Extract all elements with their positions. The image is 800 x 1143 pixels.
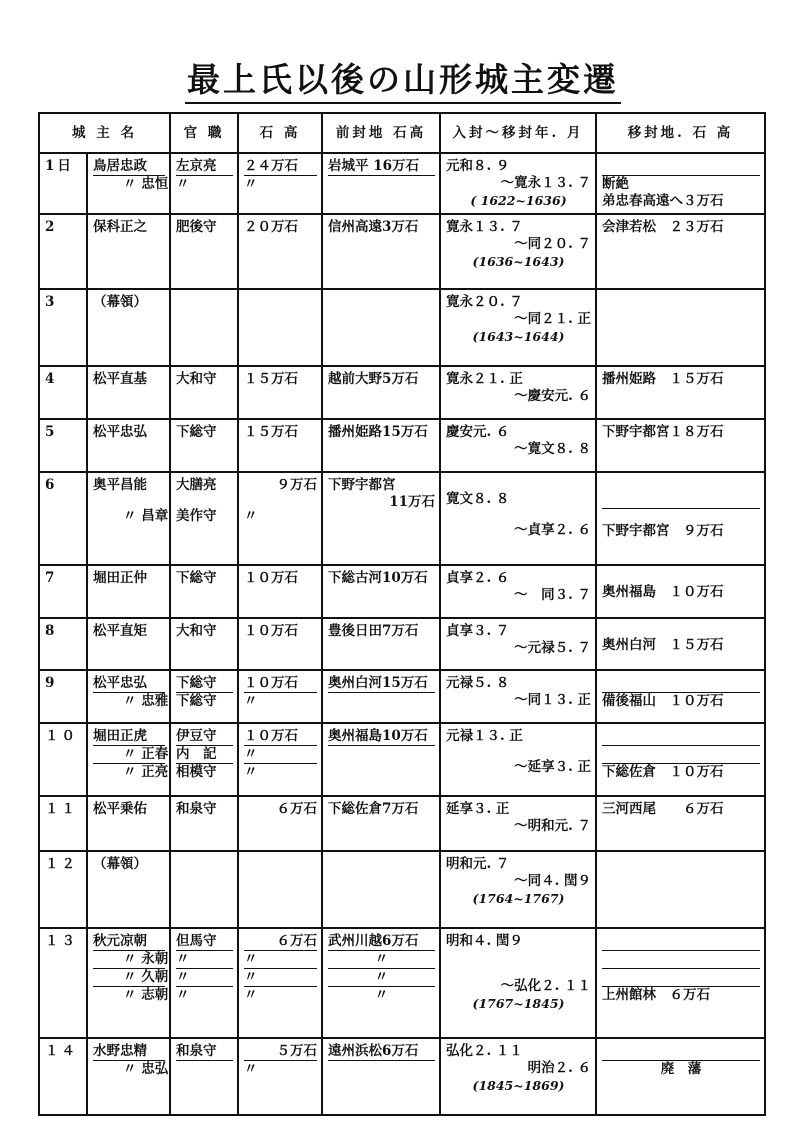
- next-domain: 廃 藩: [660, 1060, 702, 1077]
- stipend: ５万石: [244, 1043, 317, 1061]
- prev-domain-cell: [322, 851, 440, 928]
- lord-cell: [87, 796, 170, 851]
- stipend: 〃: [244, 746, 317, 764]
- tenure-cell: [440, 928, 596, 1038]
- tenure-end: 〜同２１. 正: [514, 310, 591, 327]
- stipend: 〃: [244, 693, 258, 710]
- tenure-end: 〜同１３. 正: [514, 692, 591, 709]
- blank-line: [602, 969, 760, 987]
- blank-line: [602, 728, 760, 746]
- stipend-cell: [238, 851, 322, 928]
- tenure-years: (1845~1869): [472, 1077, 565, 1093]
- prev-domain-cell: [322, 289, 440, 366]
- tenure-cell: [440, 723, 596, 796]
- lord-cell: [87, 928, 170, 1038]
- tenure-start: 元禄１３. 正: [446, 728, 523, 745]
- tenure-end: 〜貞享２. ６: [514, 521, 591, 538]
- next-domain: 会津若松 ２３万石: [602, 218, 724, 235]
- prev-domain-cell: [322, 928, 440, 1038]
- lord-cell: [87, 472, 170, 565]
- tenure-cell: [440, 153, 596, 214]
- prev-domain: 下総古河10万石: [328, 569, 428, 586]
- next-domain-cell: [596, 723, 765, 796]
- lord-name: 〃 忠弘: [123, 1060, 169, 1077]
- next-domain: 下総佐倉 １０万石: [602, 764, 724, 781]
- lord-name: 松平乗佑: [93, 801, 147, 818]
- stipend: １０万石: [244, 728, 317, 746]
- table-row: [39, 214, 765, 289]
- prev-domain-cell: [322, 366, 440, 419]
- tenure-years: (1764~1767): [472, 891, 565, 907]
- office: 〃: [176, 951, 233, 969]
- tenure-cell: [440, 289, 596, 366]
- next-domain-cell: [596, 928, 765, 1038]
- tenure-end: 〜元禄５. ７: [514, 639, 591, 656]
- lord-cell: [87, 670, 170, 723]
- office-cell: [170, 851, 238, 928]
- row-number: 6: [39, 472, 87, 565]
- lord-name: 鳥居忠政: [93, 158, 165, 176]
- prev-domain: 越前大野5万石: [328, 371, 419, 388]
- tenure-cell: [440, 618, 596, 671]
- stipend-cell: [238, 670, 322, 723]
- next-domain: 断絶: [602, 176, 629, 192]
- tenure-start: 貞享３. ７: [446, 622, 510, 639]
- next-domain: 下野宇都宮１８万石: [602, 423, 724, 440]
- table-row: [39, 618, 765, 671]
- office: 〃: [176, 969, 233, 987]
- lord-cell: [87, 289, 170, 366]
- prev-domain: 信州高遠3万石: [328, 218, 419, 235]
- table-row: [39, 670, 765, 723]
- lord-name: 〃 正春: [93, 746, 165, 764]
- stipend: 〃: [244, 507, 258, 524]
- office: 〃: [176, 987, 190, 1004]
- tenure-cell: [440, 472, 596, 565]
- header-prev-domain: 前封地 石高: [322, 113, 440, 153]
- row-number: 7: [39, 565, 87, 618]
- office: 下総守: [176, 569, 217, 586]
- tenure-end: 〜明和元. ７: [514, 818, 591, 835]
- blank-line: [602, 933, 760, 951]
- stipend: ６万石: [244, 933, 317, 951]
- next-domain-cell: [596, 851, 765, 928]
- next-domain-cell: [596, 366, 765, 419]
- header-tenure: 入封〜移封年. 月: [440, 113, 596, 153]
- table-row: [39, 472, 765, 565]
- stipend: 〃: [244, 969, 317, 987]
- blank-line: [602, 1043, 760, 1061]
- tenure-start: 元和８. ９: [446, 158, 510, 174]
- lord-name: 〃 久朝: [93, 969, 165, 987]
- tenure-start: 明和４. 閏９: [446, 933, 523, 950]
- next-domain: 奥州福島 １０万石: [602, 583, 724, 600]
- office: 下総守: [176, 693, 217, 710]
- tenure-start: 寛永２１. 正: [446, 371, 523, 388]
- next-domain-cell: [596, 1038, 765, 1115]
- lord-cell: [87, 851, 170, 928]
- header-office: 官 職: [170, 113, 238, 153]
- office: 大和守: [176, 622, 217, 639]
- next-domain: 播州姫路 １５万石: [602, 371, 724, 388]
- stipend-cell: [238, 796, 322, 851]
- office: 下総守: [176, 423, 217, 440]
- next-domain: 備後福山 １０万石: [602, 693, 724, 710]
- next-domain-cell: [596, 796, 765, 851]
- stipend: 〃: [244, 987, 258, 1004]
- office-cell: [170, 928, 238, 1038]
- table-row: [39, 928, 765, 1038]
- prev-domain: 豊後日田7万石: [328, 622, 419, 639]
- next-domain-cell: [596, 670, 765, 723]
- office-cell: [170, 289, 238, 366]
- lord-name: 〃 正亮: [123, 764, 169, 781]
- office-cell: [170, 153, 238, 214]
- lord-name: 〃 志朝: [123, 987, 169, 1004]
- stipend-cell: [238, 214, 322, 289]
- tenure-start: 慶安元. ６: [446, 423, 510, 440]
- office-cell: [170, 618, 238, 671]
- tenure-end: 〜弘化２. １１: [500, 978, 591, 995]
- blank-line: [602, 158, 760, 176]
- tenure-start: 弘化２. １１: [446, 1042, 523, 1059]
- stipend: ２０万石: [244, 218, 298, 235]
- tenure-start: 元禄５. ８: [446, 675, 510, 692]
- lord-cell: [87, 419, 170, 472]
- stipend-cell: [238, 289, 322, 366]
- stipend-cell: [238, 928, 322, 1038]
- blank-line: [602, 491, 760, 509]
- tenure-cell: [440, 796, 596, 851]
- prev-domain: 〃: [374, 987, 389, 1004]
- prev-domain: 武州川越6万石: [328, 933, 435, 951]
- next-domain-cell: [596, 565, 765, 618]
- stipend: １０万石: [244, 622, 298, 639]
- office-cell: [170, 1038, 238, 1115]
- lord-name: 松平直矩: [93, 622, 147, 639]
- stipend-cell: [238, 366, 322, 419]
- stipend-cell: [238, 1038, 322, 1115]
- tenure-cell: [440, 366, 596, 419]
- office: 〃: [176, 176, 190, 192]
- lord-name: 〃 永朝: [93, 951, 165, 969]
- tenure-cell: [440, 851, 596, 928]
- lord-name: 松平忠弘: [93, 675, 165, 693]
- tenure-end: 〜延享３. 正: [514, 759, 591, 776]
- prev-domain: 〃: [328, 969, 435, 987]
- tenure-years: (1636~1643): [472, 253, 565, 269]
- tenure-end: 〜寛文８. ８: [514, 440, 591, 457]
- tenure-years: ( 1622~1636): [470, 193, 567, 208]
- stipend: ６万石: [276, 801, 317, 818]
- prev-domain-cell: [322, 565, 440, 618]
- prev-domain: 下野宇都宮: [328, 476, 396, 493]
- next-domain-cell: [596, 153, 765, 214]
- tenure-end: 〜慶安元. ６: [514, 388, 591, 405]
- stipend-cell: [238, 618, 322, 671]
- tenure-cell: [440, 214, 596, 289]
- prev-domain: 〃: [328, 951, 435, 969]
- lord-name: 松平忠弘: [93, 423, 147, 440]
- table-row: [39, 419, 765, 472]
- lord-name: 〃 忠雅: [123, 693, 169, 710]
- tenure-start: 明和元. ７: [446, 856, 510, 873]
- tenure-cell: [440, 670, 596, 723]
- stipend: 〃: [244, 764, 258, 781]
- prev-domain: 奥州白河15万石: [328, 675, 435, 693]
- office: 大和守: [176, 371, 217, 388]
- tenure-cell: [440, 419, 596, 472]
- office: 但馬守: [176, 933, 233, 951]
- table-row: [39, 366, 765, 419]
- lord-name: 〃 昌章: [123, 507, 169, 524]
- office-cell: [170, 214, 238, 289]
- blank-line: [602, 675, 760, 693]
- prev-domain-cell: [322, 670, 440, 723]
- table-row: [39, 289, 765, 366]
- next-domain: 弟忠春高遠へ３万石: [602, 193, 724, 209]
- lord-name: 松平直基: [93, 371, 147, 388]
- tenure-end: 〜 同３. ７: [514, 586, 591, 603]
- lord-name: 水野忠精: [93, 1043, 165, 1061]
- row-number: １０: [39, 723, 87, 796]
- office-cell: [170, 565, 238, 618]
- prev-domain: 播州姫路15万石: [328, 423, 428, 440]
- blank-line: [602, 951, 760, 969]
- next-domain: 三河西尾 ６万石: [602, 801, 724, 818]
- stipend: ９万石: [276, 476, 317, 493]
- stipend: 〃: [244, 176, 258, 192]
- office: 和泉守: [176, 1043, 233, 1061]
- row-number: 2: [39, 214, 87, 289]
- office: 内 記: [176, 746, 233, 764]
- next-domain: 奥州白河 １５万石: [602, 636, 724, 653]
- next-domain: 上州館林 ６万石: [602, 987, 710, 1004]
- prev-domain: 下総佐倉7万石: [328, 801, 419, 818]
- stipend: １０万石: [244, 569, 298, 586]
- office: 美作守: [176, 507, 217, 524]
- tenure-start: 延享３. 正: [446, 801, 510, 818]
- stipend-cell: [238, 472, 322, 565]
- table-row: [39, 723, 765, 796]
- next-domain: 下野宇都宮 ９万石: [602, 522, 724, 539]
- tenure-start: 寛文８. ８: [446, 490, 510, 507]
- lord-cell: [87, 1038, 170, 1115]
- office: 肥後守: [176, 218, 217, 235]
- lord-cell: [87, 723, 170, 796]
- row-number: 1日: [39, 153, 87, 214]
- tenure-start: 貞享２. ６: [446, 569, 510, 586]
- row-number: 9: [39, 670, 87, 723]
- lord-name: 堀田正仲: [93, 569, 147, 586]
- prev-domain-cell: [322, 214, 440, 289]
- office: 左京亮: [176, 158, 233, 176]
- next-domain-cell: [596, 472, 765, 565]
- row-number: １４: [39, 1038, 87, 1115]
- tenure-start: 寛永２０. ７: [446, 293, 523, 310]
- lord-name: （幕領）: [93, 293, 147, 310]
- office-cell: [170, 796, 238, 851]
- prev-domain-cell: [322, 796, 440, 851]
- lord-cell: [87, 366, 170, 419]
- lord-name: 堀田正虎: [93, 728, 165, 746]
- stipend-cell: [238, 419, 322, 472]
- stipend-cell: [238, 565, 322, 618]
- tenure-end: 〜寛永１３. ７: [500, 175, 591, 191]
- row-number: １１: [39, 796, 87, 851]
- tenure-cell: [440, 1038, 596, 1115]
- prev-domain-cell: [322, 618, 440, 671]
- row-number: 4: [39, 366, 87, 419]
- lord-name: 奥平昌能: [93, 476, 147, 493]
- row-number: 3: [39, 289, 87, 366]
- stipend: 〃: [244, 951, 317, 969]
- table-row: [39, 153, 765, 214]
- castle-lord-table: [38, 112, 766, 1116]
- prev-domain: 奥州福島10万石: [328, 728, 435, 746]
- blank-line: [602, 746, 760, 764]
- tenure-years: (1767~1845): [472, 996, 565, 1012]
- tenure-start: 寛永１３. ７: [446, 218, 523, 235]
- prev-domain: 岩城平 16万石: [328, 158, 435, 176]
- office-cell: [170, 670, 238, 723]
- stipend: １５万石: [244, 423, 298, 440]
- stipend: ２４万石: [244, 158, 317, 176]
- prev-domain: 遠州浜松6万石: [328, 1043, 435, 1061]
- prev-domain-cell: [322, 419, 440, 472]
- header-lord: 城 主 名: [39, 113, 170, 153]
- office: 大膳亮: [176, 476, 217, 493]
- stipend: １５万石: [244, 371, 298, 388]
- prev-domain: 11万石: [389, 493, 435, 510]
- row-number: １２: [39, 851, 87, 928]
- office: 和泉守: [176, 801, 217, 818]
- next-domain-cell: [596, 419, 765, 472]
- row-number: １３: [39, 928, 87, 1038]
- stipend-cell: [238, 153, 322, 214]
- table-row: [39, 851, 765, 928]
- office-cell: [170, 366, 238, 419]
- lord-cell: [87, 153, 170, 214]
- row-number: 8: [39, 618, 87, 671]
- office: 相模守: [176, 764, 217, 781]
- tenure-cell: [440, 565, 596, 618]
- table-row: [39, 1038, 765, 1115]
- lord-name: （幕領）: [93, 856, 147, 873]
- stipend: 〃: [244, 1060, 258, 1077]
- lord-cell: [87, 214, 170, 289]
- office: 下総守: [176, 675, 233, 693]
- office-cell: [170, 723, 238, 796]
- prev-domain-cell: [322, 472, 440, 565]
- row-number: 5: [39, 419, 87, 472]
- table-row: [39, 796, 765, 851]
- lord-cell: [87, 565, 170, 618]
- next-domain-cell: [596, 618, 765, 671]
- lord-name: 保科正之: [93, 218, 147, 235]
- header-row: [39, 113, 765, 153]
- header-stipend: 石 高: [238, 113, 322, 153]
- next-domain-cell: [596, 289, 765, 366]
- office: 伊豆守: [176, 728, 233, 746]
- office-cell: [170, 419, 238, 472]
- tenure-end: 〜同２０. ７: [514, 235, 591, 252]
- stipend: １０万石: [244, 675, 317, 693]
- page-title: 最上氏以後の山形城主変遷: [185, 58, 621, 104]
- lord-cell: [87, 618, 170, 671]
- tenure-end: 〜同４. 閏９: [514, 873, 591, 890]
- lord-name: 〃 忠恒: [123, 176, 169, 192]
- stipend-cell: [238, 723, 322, 796]
- tenure-years: (1643~1644): [472, 328, 565, 344]
- prev-domain-cell: [322, 1038, 440, 1115]
- header-next-domain: 移封地. 石 高: [596, 113, 765, 153]
- prev-domain-cell: [322, 153, 440, 214]
- next-domain-cell: [596, 214, 765, 289]
- table-row: [39, 565, 765, 618]
- office-cell: [170, 472, 238, 565]
- prev-domain-cell: [322, 723, 440, 796]
- lord-name: 秋元凉朝: [93, 933, 165, 951]
- tenure-end: 明治２. ６: [527, 1059, 591, 1076]
